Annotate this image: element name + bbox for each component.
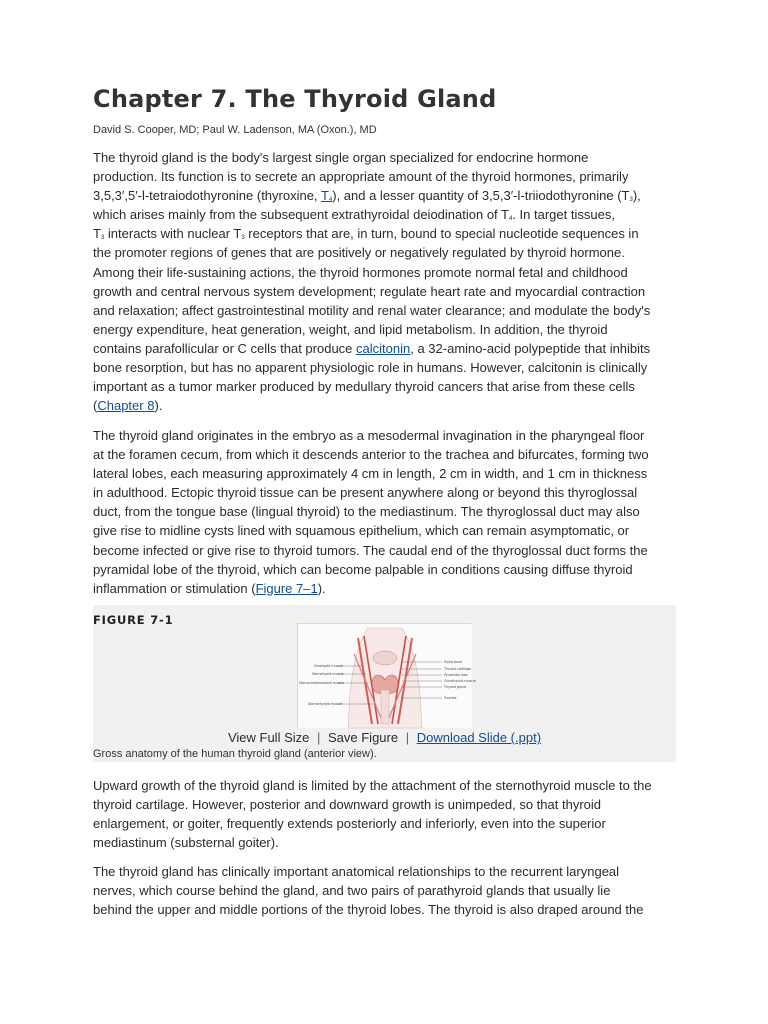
toolbar-separator: | <box>405 730 410 745</box>
toolbar-separator: | <box>316 730 321 745</box>
label-hyoid: Hyoid bone <box>444 660 463 664</box>
text-line: The thyroid gland is the body's largest single organ specialized for endocrine hormone <box>93 150 589 165</box>
text-line: production. Its function is to secrete an appropriate amount of the thyroid hormones, primarily <box>93 169 629 185</box>
paragraph-3 <box>93 776 676 852</box>
download-slide-link[interactable]: Download Slide (.ppt) <box>416 730 542 745</box>
text-line: energy expenditure, heat generation, weight, and lipid metabolism. In addition, the thyroid <box>93 321 608 337</box>
text-line: become infected or give rise to thyroid tumors. The caudal end of the thyroglossal duct forms the <box>93 542 648 558</box>
text-line: lateral lobes, each measuring approximately 4 cm in length, 2 cm in width, and 1 cm in thickness <box>93 466 648 482</box>
label-thyroid-cartilage: Thyroid cartilage <box>444 667 471 671</box>
text-line: Among their life-sustaining actions, the thyroid hormones promote normal fetal and childhood <box>93 264 628 280</box>
label-cricothyroid: Cricothyroid muscle <box>444 679 476 683</box>
label-sternohyoid: Sternohyoid muscle <box>312 672 344 676</box>
chapter-8-link[interactable]: Chapter 8 <box>97 398 155 414</box>
label-thyroid-gland: Thyroid gland <box>444 685 466 689</box>
label-pyramidal-lobe: Pyramidal lobe <box>444 673 468 677</box>
text-line: enlargement, or goiter, frequently extends posteriorly and inferiorly, even into the superior <box>93 816 606 832</box>
text-line: thyroid cartilage. However, posterior and downward growth is unimpeded, so that thyroid <box>93 797 601 813</box>
text-line: and relaxation; affect gastrointestinal motility and renal water clearance; and modulate the body's <box>93 302 651 318</box>
text-line: growth and central nervous system development; regulate heart rate and myocardial contraction <box>93 283 646 299</box>
figure-container <box>93 605 676 762</box>
label-trachea: Trachea <box>444 696 457 700</box>
text-line: bone resorption, but has no apparent physiologic role in humans. However, calcitonin is clinically <box>93 360 648 376</box>
text-line: important as a tumor marker produced by medullary thyroid cancers that arise from these cells <box>93 379 635 395</box>
label-sternothyroid: Sternothyroid muscle <box>308 702 343 706</box>
text-line: (Chapter 8). <box>93 398 163 414</box>
text-line: nerves, which course behind the gland, and two pairs of parathyroid glands that usually lie <box>93 883 611 899</box>
t4-link[interactable]: $T_4$ <box>320 188 333 204</box>
text-line: pyramidal lobe of the thyroid, which can become palpable in conditions causing diffuse thyroid <box>93 561 633 577</box>
text-line: behind the upper and middle portions of the thyroid lobes. The thyroid is also draped around the <box>93 902 644 918</box>
text-line: contains parafollicular or C cells that produce calcitonin, a 32-amino-acid polypeptide that inhibits <box>93 340 651 356</box>
label-omohyoid: Omohyoid muscle <box>314 664 343 668</box>
text-line: at the foramen cecum, from which it descends anterior to the trachea and bifurcates, forming two <box>93 447 649 463</box>
text-line: The thyroid gland has clinically important anatomical relationships to the recurrent laryngeal <box>93 864 620 879</box>
chapter-authors: David S. Cooper, MD; Paul W. Ladenson, MA (Oxon.), MD <box>93 124 377 136</box>
text-line: in adulthood. Ectopic thyroid tissue can be present anywhere along or beyond this thyroglossal <box>93 485 638 501</box>
calcitonin-link[interactable]: calcitonin <box>356 340 411 356</box>
text-line: The thyroid gland originates in the embryo as a mesodermal invagination in the pharyngeal floor <box>93 428 645 443</box>
figure-title: FIGURE 7-1 <box>93 613 174 627</box>
text-line: 3,5,3′,5′-l-tetraiodothyronine (thyroxine, $T_4$), and a lesser quantity of 3,5,3′-l-triiodothyronine $(T_3)$, <box>93 188 641 204</box>
figure-toolbar <box>93 730 676 745</box>
figure-thumbnail[interactable] <box>297 623 476 727</box>
paragraph-1 <box>93 148 676 415</box>
text-line: $T_3$ interacts with nuclear $T_3$ receptors that are, in turn, bound to special nucleotide sequences in <box>93 226 639 242</box>
paragraph-2 <box>93 426 676 598</box>
text-line: inflammation or stimulation (Figure 7–1). <box>93 580 326 596</box>
figure-caption: Gross anatomy of the human thyroid gland (anterior view). <box>93 748 377 760</box>
thyroid-anatomy-illustration <box>298 624 476 728</box>
save-figure-button[interactable]: Save Figure <box>328 730 399 745</box>
text-line: duct, from the tongue base (lingual thyroid) to the mediastinum. The thyroglossal duct may also <box>93 504 640 520</box>
text-line: which arises mainly from the subsequent extrathyroidal deiodination of $T_4$. In target tissues, <box>93 207 615 223</box>
text-line: the promoter regions of genes that are positively or negatively regulated by thyroid hormone. <box>93 245 625 261</box>
label-sternocleidomastoid: Sternocleidomastoid muscle <box>299 681 345 685</box>
chapter-title: Chapter 7. The Thyroid Gland <box>93 85 497 113</box>
figure-7-1-link[interactable]: Figure 7–1 <box>255 580 318 596</box>
view-full-size-button[interactable]: View Full Size <box>227 730 310 745</box>
text-line: mediastinum (substernal goiter). <box>93 835 279 851</box>
paragraph-4 <box>93 862 676 919</box>
text-line: Upward growth of the thyroid gland is limited by the attachment of the sternothyroid muscle to the <box>93 778 652 793</box>
text-line: give rise to midline cysts lined with squamous epithelium, which can remain asymptomatic, or <box>93 523 630 539</box>
